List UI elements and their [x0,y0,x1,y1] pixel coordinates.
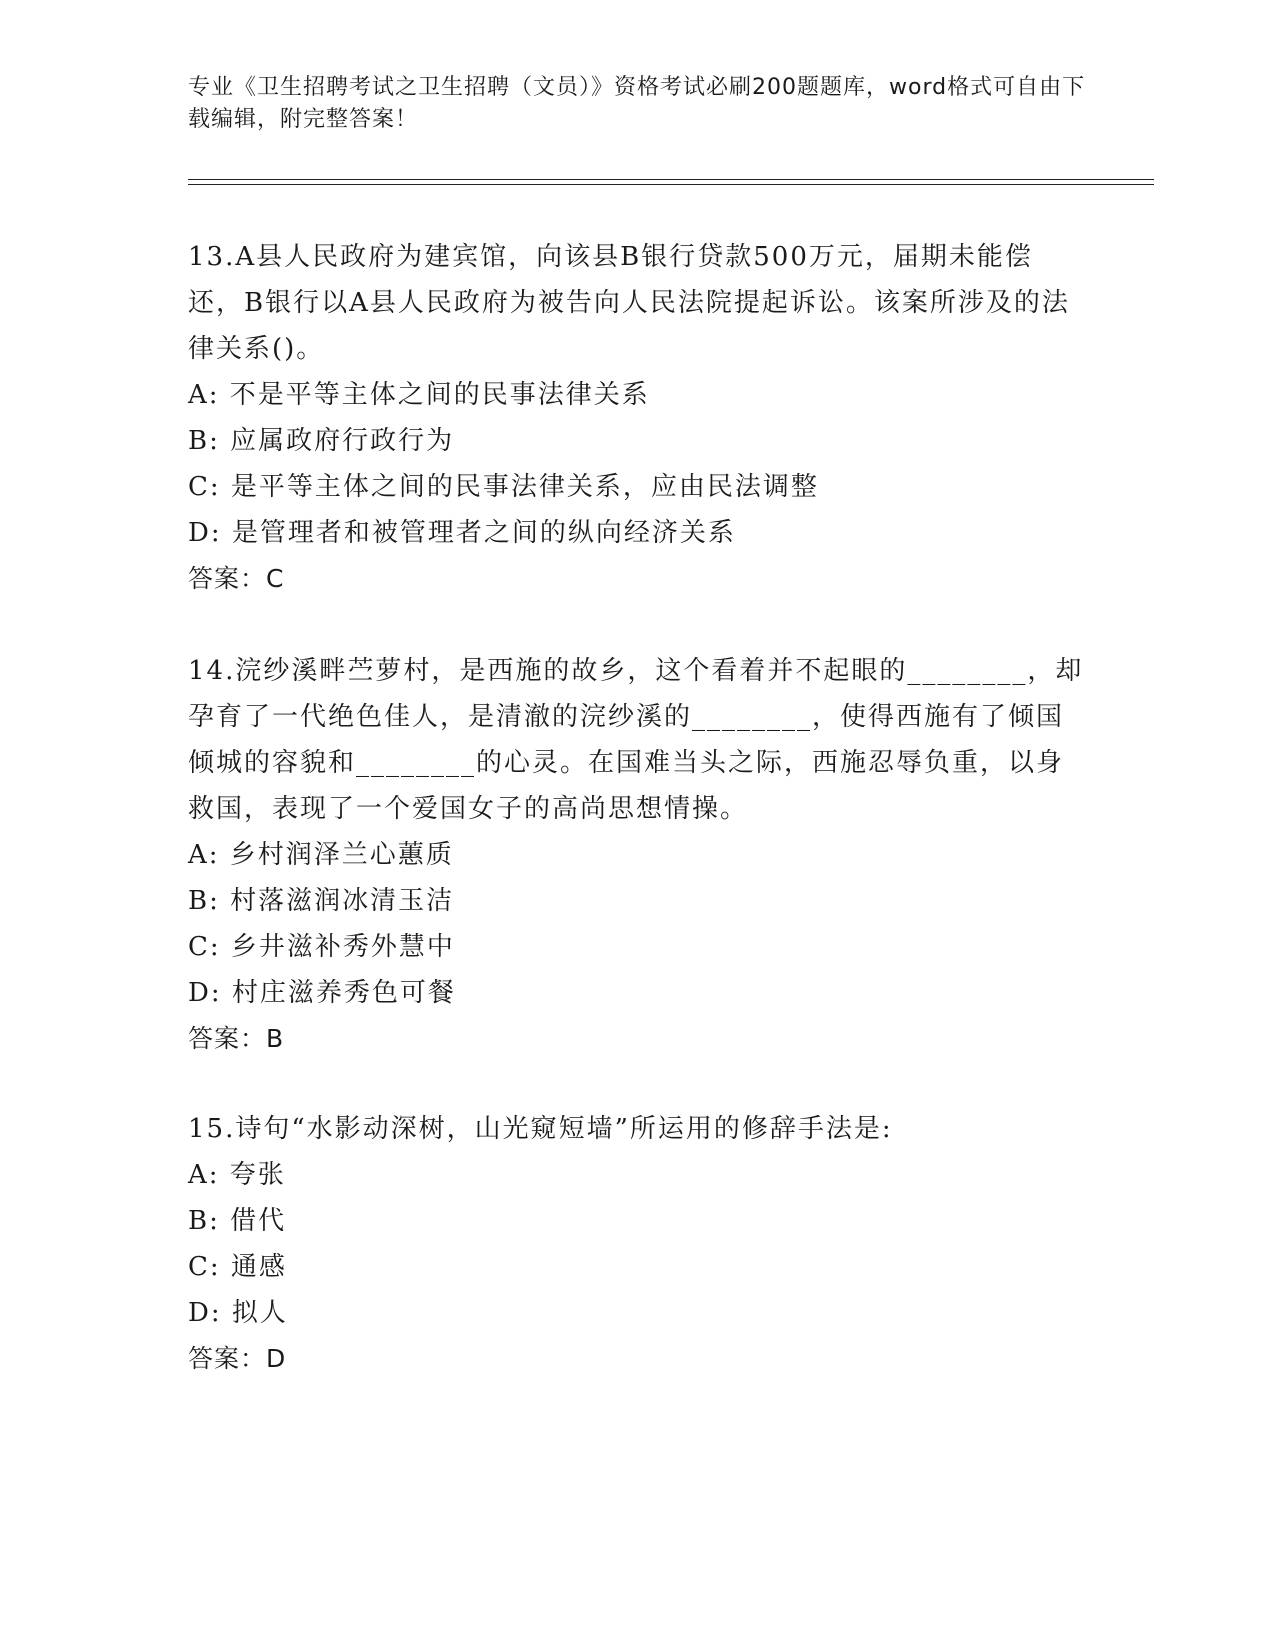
option-b: B: 应属政府行政行为 [188,426,455,456]
answer: 答案：C [188,564,285,593]
header-text: 专业《卫生招聘考试之卫生招聘（文员）》资格考试必刷200题题库，word格式可自由下载编辑，附完整答案！ [188,75,1086,132]
answer: 答案：B [188,1024,285,1053]
question-14 [188,648,1088,1062]
option-c: C: 是平等主体之间的民事法律关系，应由民法调整 [188,472,819,502]
option-c: C: 通感 [188,1252,287,1282]
question-stem: 13.A县人民政府为建宾馆，向该县B银行贷款500万元，届期未能偿还，B银行以A县人民政府为被告向人民法院提起诉讼。该案所涉及的法律关系()。 [188,242,1070,364]
answer: 答案：D [188,1344,287,1373]
document-header [188,72,1088,136]
option-d: D: 拟人 [188,1298,288,1328]
header-divider-bottom [188,184,1154,185]
question-stem: 15.诗句“水影动深树，山光窥短墙”所运用的修辞手法是: [188,1114,893,1144]
option-d: D: 是管理者和被管理者之间的纵向经济关系 [188,518,736,548]
option-a: A: 乡村润泽兰心蕙质 [188,840,454,870]
option-c: C: 乡井滋补秀外慧中 [188,932,455,962]
header-divider-top [188,179,1154,180]
option-a: A: 不是平等主体之间的民事法律关系 [188,380,650,410]
option-b: B: 借代 [188,1206,287,1236]
option-d: D: 村庄滋养秀色可餐 [188,978,456,1008]
option-a: A: 夸张 [188,1160,286,1190]
question-13 [188,234,1088,602]
question-15 [188,1106,1088,1382]
option-b: B: 村落滋润冰清玉洁 [188,886,455,916]
question-stem: 14.浣纱溪畔苎萝村，是西施的故乡，这个看着并不起眼的________，却孕育了一代绝色佳人，是清澈的浣纱溪的________，使得西施有了倾国倾城的容貌和________的心灵。在国难当头之际，西施忍辱负重，以身救国，表现了一个爱国女子的高尚思想情操。 [188,656,1084,824]
